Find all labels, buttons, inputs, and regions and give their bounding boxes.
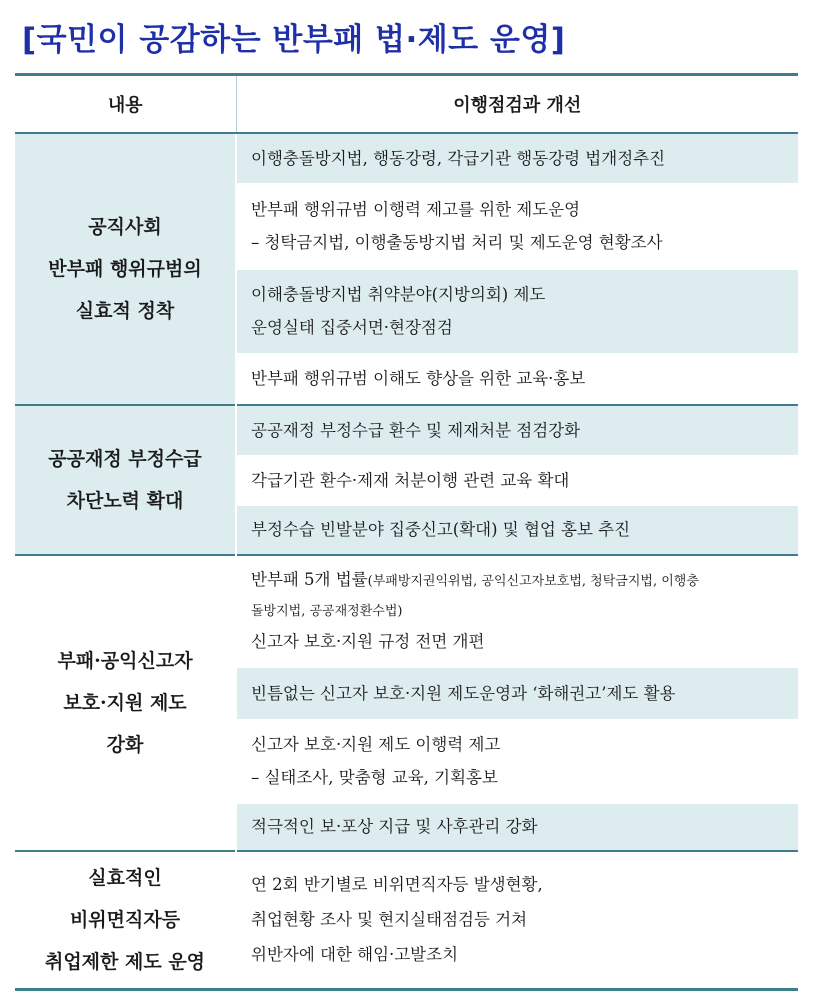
category-line: 실효적인: [88, 866, 162, 889]
item-line: 공공재정 부정수급 환수 및 제재처분 점검강화: [251, 420, 581, 440]
category-line: 실효적 정착: [75, 300, 175, 322]
header-inspection-improvement: 이행점검과 개선: [236, 75, 798, 134]
item-line: 부정수습 빈발분야 집중신고(확대) 및 협업 홍보 추진: [251, 520, 631, 540]
item-cell: [236, 405, 798, 455]
category-line: 보호·지원 제도: [63, 692, 187, 714]
page-title: [국민이 공감하는 반부패 법·제도 운영]: [22, 22, 566, 58]
item-line: [251, 565, 790, 597]
category-line: 공공재정 부정수급: [48, 448, 202, 470]
item-line: 취업현황 조사 및 현지실태점검등 거쳐: [251, 910, 528, 930]
item-cell: [236, 455, 798, 505]
item-cell: [236, 269, 798, 353]
item-line: 신고자 보호·지원 규정 전면 개편: [251, 632, 485, 652]
item-line: 신고자 보호·지원 제도 이행력 제고: [251, 735, 501, 754]
category-cell: [15, 851, 236, 989]
category-line: 취업제한 제도 운영: [44, 950, 206, 973]
item-line: 이해충돌방지법 취약분야(지방의회) 제도: [251, 285, 546, 304]
table-header-row: [15, 75, 798, 134]
category-line: 비위면직자등: [69, 908, 181, 931]
item-line: 운영실태 집중서면·현장점검: [251, 318, 453, 337]
category-line: 공직사회: [88, 216, 162, 238]
item-line: – 실태조사, 맞춤형 교육, 기획홍보: [251, 768, 498, 787]
policy-table: [15, 73, 798, 991]
item-line: 반부패 행위규범 이해도 향상을 위한 교육·홍보: [251, 369, 586, 389]
category-cell: [15, 405, 236, 555]
category-line: 강화: [106, 734, 144, 756]
item-cell: [236, 505, 798, 555]
law-list-cont: 돌방지법, 공공재정환수법): [251, 604, 403, 620]
item-line: 빈틈없는 신고자 보호·지원 제도운영과 ‘화해권고’제도 활용: [251, 683, 676, 703]
item-cell: [236, 803, 798, 851]
item-cell: [236, 667, 798, 719]
item-cell: [236, 353, 798, 405]
item-line: 이행충돌방지법, 행동강령, 각급기관 행동강령 법개정추진: [251, 148, 666, 168]
category-cell: [15, 133, 236, 405]
category-line: 부패·공익신고자: [57, 650, 193, 672]
item-cell: [236, 555, 798, 667]
item-line: 반부패 행위규범 이행력 제고를 위한 제도운영: [251, 200, 581, 219]
item-line: 위반자에 대한 해임·고발조치: [251, 945, 459, 965]
item-cell: [236, 719, 798, 803]
header-content: 내용: [15, 75, 236, 134]
law-list: (부패방지권익위법, 공익신고자보호법, 청탁금지법, 이행충: [367, 574, 699, 590]
item-cell: [236, 851, 798, 989]
table-row: [15, 851, 798, 989]
category-line: 반부패 행위규범의: [48, 258, 202, 280]
item-line: 각급기관 환수·제재 처분이행 관련 교육 확대: [251, 470, 570, 490]
item-line: – 청탁금지법, 이행출동방지법 처리 및 제도운영 현황조사: [251, 233, 663, 252]
item-line: 적극적인 보·포상 지급 및 사후관리 강화: [251, 817, 538, 837]
table-row: [15, 555, 798, 667]
table-row: [15, 405, 798, 455]
item-cell: [236, 183, 798, 269]
category-line: 차단노력 확대: [66, 490, 184, 512]
law-count-label: 반부패 5개 법률: [251, 570, 368, 590]
table-row: [15, 133, 798, 183]
category-cell: [15, 555, 236, 851]
item-cell: [236, 133, 798, 183]
item-line: 연 2회 반기별로 비위면직자등 발생현황,: [251, 875, 543, 895]
